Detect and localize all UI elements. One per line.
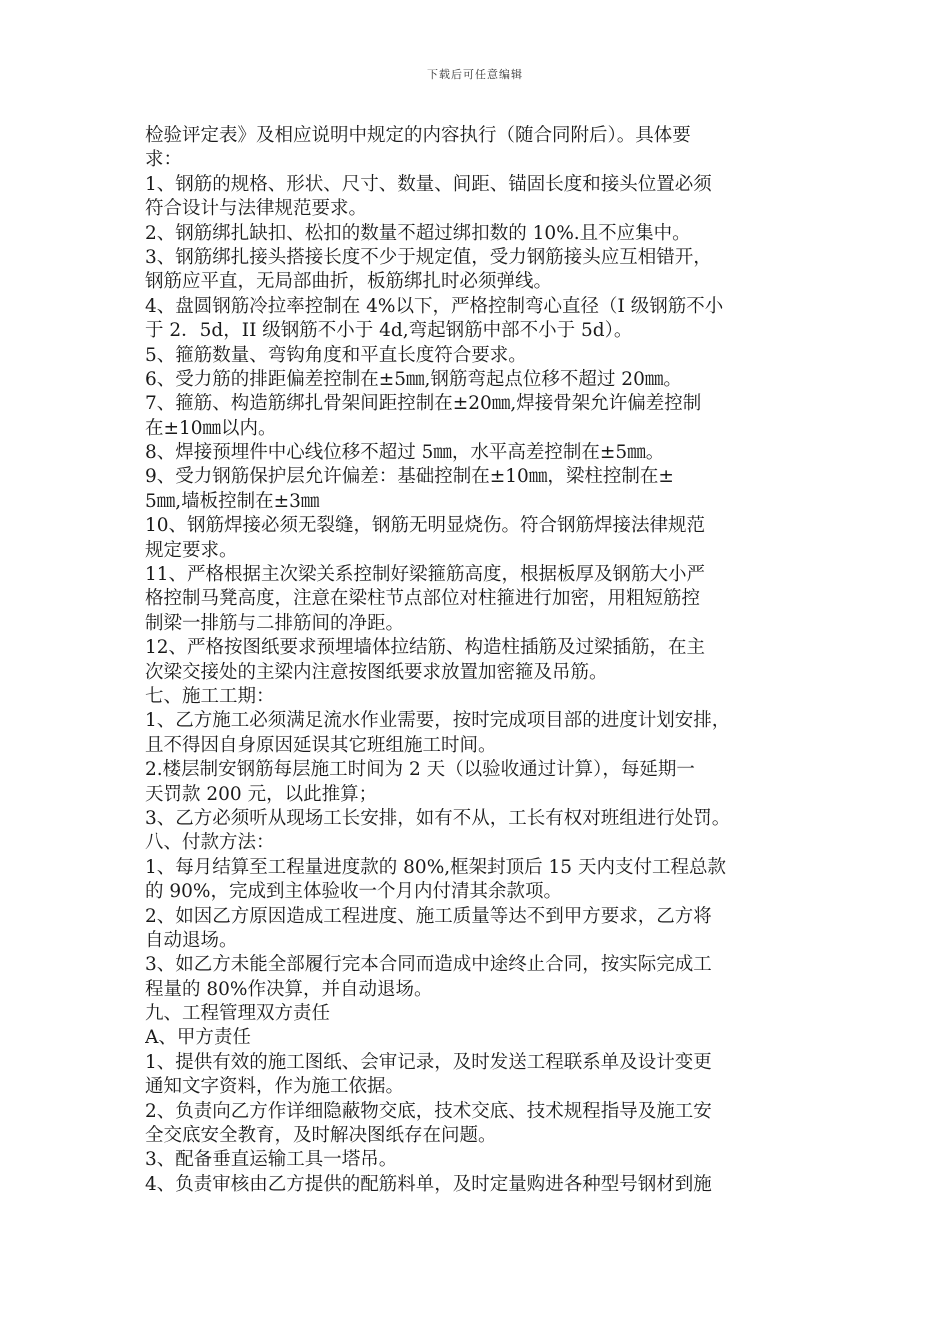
text-line: 1、钢筋的规格、形状、尺寸、数量、间距、锚固长度和接头位置必须: [145, 173, 712, 195]
text-line: 3、配备垂直运输工具一塔吊。: [145, 1149, 398, 1171]
text-line: 符合设计与法律规范要求。: [145, 198, 368, 220]
text-line: 2、负责向乙方作详细隐蔽物交底，技术交底、技术规程指导及施工安: [145, 1100, 712, 1122]
subsection-heading: A、甲方责任: [145, 1027, 251, 1049]
text-line: 6、受力筋的排距偏差控制在±5㎜,钢筋弯起点位移不超过 20㎜。: [145, 368, 682, 390]
text-line: 1、乙方施工必须满足流水作业需要，按时完成项目部的进度计划安排，: [145, 710, 731, 732]
text-line: 天罚款 200 元，以此推算；: [145, 783, 378, 805]
text-line: 5、箍筋数量、弯钩角度和平直长度符合要求。: [145, 344, 527, 366]
text-line: 通知文字资料，作为施工依据。: [145, 1076, 405, 1098]
text-line: 2、钢筋绑扎缺扣、松扣的数量不超过绑扣数的 10%.且不应集中。: [145, 222, 691, 244]
text-line: 程量的 80%作决算，并自动退场。: [145, 978, 433, 1000]
document-body: [145, 124, 810, 1197]
text-line: 自动退场。: [145, 929, 238, 951]
text-line: 且不得因自身原因延误其它班组施工时间。: [145, 734, 497, 756]
text-line: 2、如因乙方原因造成工程进度、施工质量等达不到甲方要求，乙方将: [145, 905, 712, 927]
text-line: 3、乙方必须听从现场工长安排，如有不从，工长有权对班组进行处罚。: [145, 807, 731, 829]
text-line: 4、盘圆钢筋冷拉率控制在 4%以下，严格控制弯心直径（I 级钢筋不小: [145, 295, 724, 317]
text-line: 1、每月结算至工程量进度款的 80%,框架封顶后 15 天内支付工程总款: [145, 856, 726, 878]
text-line: 5㎜,墙板控制在±3㎜: [145, 490, 320, 512]
text-line: 12、严格按图纸要求预埋墙体拉结筋、构造柱插筋及过梁插筋，在主: [145, 637, 706, 659]
text-line: 格控制马凳高度，注意在梁柱节点部位对柱箍进行加密，用粗短筋控: [145, 588, 701, 610]
text-line: 1、提供有效的施工图纸、会审记录，及时发送工程联系单及设计变更: [145, 1051, 712, 1073]
text-line: 3、钢筋绑扎接头搭接长度不少于规定值，受力钢筋接头应互相错开，: [145, 246, 712, 268]
text-line: 于 2．5d，II 级钢筋不小于 4d,弯起钢筋中部不小于 5d）。: [145, 320, 633, 342]
text-line: 7、箍筋、构造筋绑扎骨架间距控制在±20㎜,焊接骨架允许偏差控制: [145, 393, 702, 415]
text-line: 11、严格根据主次梁关系控制好梁箍筋高度，根据板厚及钢筋大小严: [145, 564, 706, 586]
text-line: 全交底安全教育，及时解决图纸存在问题。: [145, 1125, 497, 1147]
text-line: 求：: [145, 149, 183, 171]
text-line: 3、如乙方未能全部履行完本合同而造成中途终止合同，按实际完成工: [145, 954, 712, 976]
text-line: 规定要求。: [145, 539, 238, 561]
text-line: 制梁一排筋与二排筋间的净距。: [145, 612, 405, 634]
text-line: 的 90%，完成到主体验收一个月内付清其余款项。: [145, 881, 563, 903]
text-line: 2.楼层制安钢筋每层施工时间为 2 天（以验收通过计算），每延期一: [145, 759, 695, 781]
section-heading: 八、付款方法：: [145, 832, 275, 854]
text-line: 检验评定表》及相应说明中规定的内容执行（随合同附后）。具体要: [145, 125, 691, 146]
section-heading: 九、工程管理双方责任: [145, 1003, 331, 1025]
text-line: 10、钢筋焊接必须无裂缝，钢筋无明显烧伤。符合钢筋焊接法律规范: [145, 515, 706, 537]
text-line: 钢筋应平直，无局部曲折，板筋绑扎时必须弹线。: [145, 271, 553, 293]
text-line: 次梁交接处的主梁内注意按图纸要求放置加密箍及吊筋。: [145, 661, 608, 683]
page-header: 下载后可任意编辑: [427, 68, 523, 81]
text-line: 4、负责审核由乙方提供的配筋料单，及时定量购进各种型号钢材到施: [145, 1173, 712, 1195]
text-line: 9、受力钢筋保护层允许偏差：基础控制在±10㎜，梁柱控制在±: [145, 466, 674, 488]
text-line: 在±10㎜以内。: [145, 417, 277, 439]
text-line: 8、焊接预埋件中心线位移不超过 5㎜，水平高差控制在±5㎜。: [145, 442, 665, 464]
section-heading: 七、施工工期：: [145, 685, 275, 707]
